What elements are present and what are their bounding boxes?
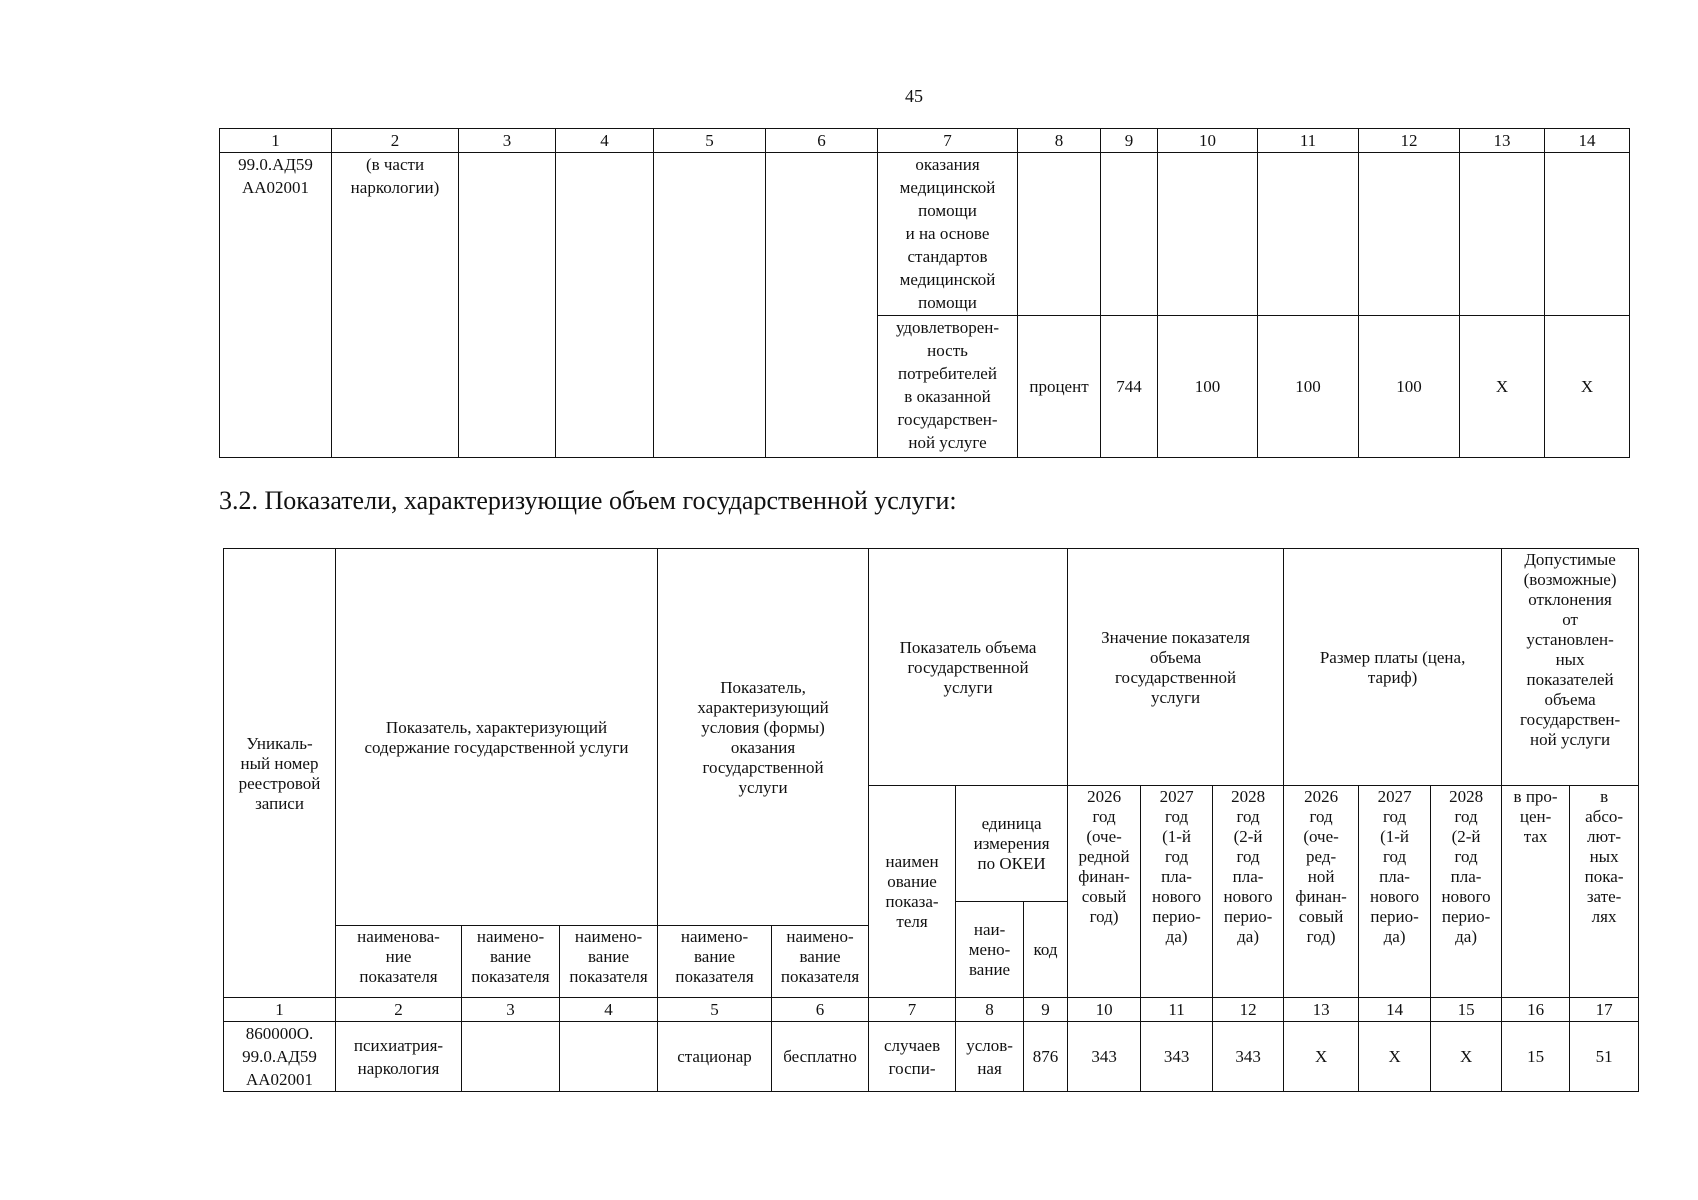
empty-cell bbox=[766, 153, 878, 458]
content-indicator: (в части наркологии) bbox=[332, 153, 459, 458]
table-cell: 15 bbox=[1502, 1022, 1570, 1092]
indicator-name: оказания медицинской помощи и на основе стандартов медицинской помощи bbox=[878, 153, 1018, 316]
value-2026: 100 bbox=[1158, 316, 1258, 458]
column-number: 4 bbox=[560, 998, 658, 1022]
registry-code: 99.0.АД59 АА02001 bbox=[220, 153, 332, 458]
column-number-row bbox=[220, 129, 1630, 153]
column-number: 8 bbox=[1018, 129, 1101, 153]
column-number-row bbox=[224, 998, 1639, 1022]
table-cell: Х bbox=[1284, 1022, 1359, 1092]
header-deviation-absolute: в абсо- лют- ных пока- зате- лях bbox=[1570, 786, 1639, 998]
table-cell: 876 bbox=[1024, 1022, 1068, 1092]
value-2028: 100 bbox=[1359, 316, 1460, 458]
empty-cell bbox=[1460, 153, 1545, 316]
column-number: 11 bbox=[1141, 998, 1213, 1022]
table-cell bbox=[462, 1022, 560, 1092]
column-number: 1 bbox=[220, 129, 332, 153]
header-okei-code: код bbox=[1024, 902, 1068, 998]
header-fee-group: Размер платы (цена, тариф) bbox=[1284, 549, 1502, 786]
header-fee-2026: 2026 год (оче- ред- ной финан- совый год) bbox=[1284, 786, 1359, 998]
header-volume-name: наимен ование показа- теля bbox=[869, 786, 956, 998]
column-number: 3 bbox=[462, 998, 560, 1022]
column-number: 12 bbox=[1359, 129, 1460, 153]
column-number: 6 bbox=[766, 129, 878, 153]
column-number: 7 bbox=[869, 998, 956, 1022]
table-cell: 343 bbox=[1068, 1022, 1141, 1092]
header-deviation-percent: в про- цен- тах bbox=[1502, 786, 1570, 998]
header-content-group: Показатель, характеризующий содержание государственной услуги bbox=[336, 549, 658, 926]
table-cell: 343 bbox=[1213, 1022, 1284, 1092]
column-number: 10 bbox=[1068, 998, 1141, 1022]
table-cell: 51 bbox=[1570, 1022, 1639, 1092]
empty-cell bbox=[1545, 153, 1630, 316]
value-2027: 100 bbox=[1258, 316, 1359, 458]
header-value-group: Значение показателя объема государственной услуги bbox=[1068, 549, 1284, 786]
column-number: 12 bbox=[1213, 998, 1284, 1022]
header-indicator-name: наимено- вание показателя bbox=[658, 926, 772, 998]
empty-cell bbox=[654, 153, 766, 458]
table-cell: 860000О. 99.0.АД59 АА02001 bbox=[224, 1022, 336, 1092]
header-value-2026: 2026 год (оче- редной финан- совый год) bbox=[1068, 786, 1141, 998]
column-number: 3 bbox=[459, 129, 556, 153]
table-cell: Х bbox=[1359, 1022, 1431, 1092]
empty-cell bbox=[1359, 153, 1460, 316]
section-title: 3.2. Показатели, характеризующие объем государственной услуги: bbox=[219, 486, 957, 515]
header-okei-name: наи- мено- вание bbox=[956, 902, 1024, 998]
empty-cell bbox=[1018, 153, 1101, 316]
column-number: 5 bbox=[658, 998, 772, 1022]
column-number: 16 bbox=[1502, 998, 1570, 1022]
table-cell: бесплатно bbox=[772, 1022, 869, 1092]
column-number: 13 bbox=[1284, 998, 1359, 1022]
column-number: 10 bbox=[1158, 129, 1258, 153]
column-number: 15 bbox=[1431, 998, 1502, 1022]
column-number: 2 bbox=[336, 998, 462, 1022]
deviation-percent: Х bbox=[1460, 316, 1545, 458]
column-number: 13 bbox=[1460, 129, 1545, 153]
empty-cell bbox=[1158, 153, 1258, 316]
empty-cell bbox=[459, 153, 556, 458]
column-number: 11 bbox=[1258, 129, 1359, 153]
unit-name: процент bbox=[1018, 316, 1101, 458]
table-cell: случаев госпи- bbox=[869, 1022, 956, 1092]
header-value-2027: 2027 год (1-й год пла- нового перио- да) bbox=[1141, 786, 1213, 998]
header-fee-2028: 2028 год (2-й год пла- нового перио- да) bbox=[1431, 786, 1502, 998]
column-number: 14 bbox=[1545, 129, 1630, 153]
table-cell: услов- ная bbox=[956, 1022, 1024, 1092]
column-number: 6 bbox=[772, 998, 869, 1022]
page-number: 45 bbox=[905, 86, 923, 106]
table-cell: 343 bbox=[1141, 1022, 1213, 1092]
header-indicator-name: наимено- вание показателя bbox=[560, 926, 658, 998]
deviation-absolute: Х bbox=[1545, 316, 1630, 458]
table-row bbox=[220, 153, 1630, 316]
table-cell: психиатрия- наркология bbox=[336, 1022, 462, 1092]
column-number: 17 bbox=[1570, 998, 1639, 1022]
empty-cell bbox=[556, 153, 654, 458]
volume-indicators-table bbox=[223, 548, 1639, 1092]
empty-cell bbox=[1258, 153, 1359, 316]
column-number: 4 bbox=[556, 129, 654, 153]
table-cell: стационар bbox=[658, 1022, 772, 1092]
column-number: 9 bbox=[1024, 998, 1068, 1022]
header-unique-number: Уникаль- ный номер реестровой записи bbox=[224, 549, 336, 998]
header-conditions-group: Показатель, характеризующий условия (формы) оказания государственной услуги bbox=[658, 549, 869, 926]
column-number: 8 bbox=[956, 998, 1024, 1022]
header-indicator-name: наименова- ние показателя bbox=[336, 926, 462, 998]
column-number: 5 bbox=[654, 129, 766, 153]
header-deviation-group: Допустимые (возможные) отклонения от установлен- ных показателей объема государствен- ной услуги bbox=[1502, 549, 1639, 786]
header-indicator-name: наимено- вание показателя bbox=[462, 926, 560, 998]
empty-cell bbox=[1101, 153, 1158, 316]
table-cell: Х bbox=[1431, 1022, 1502, 1092]
column-number: 1 bbox=[224, 998, 336, 1022]
header-okei-unit: единица измерения по ОКЕИ bbox=[956, 786, 1068, 902]
quality-indicators-table bbox=[219, 128, 1630, 458]
column-number: 7 bbox=[878, 129, 1018, 153]
indicator-name: удовлетворен- ность потребителей в оказанной государствен- ной услуге bbox=[878, 316, 1018, 458]
column-number: 14 bbox=[1359, 998, 1431, 1022]
header-volume-group: Показатель объема государственной услуги bbox=[869, 549, 1068, 786]
table-row bbox=[224, 1022, 1639, 1092]
header-value-2028: 2028 год (2-й год пла- нового перио- да) bbox=[1213, 786, 1284, 998]
unit-code: 744 bbox=[1101, 316, 1158, 458]
table-cell bbox=[560, 1022, 658, 1092]
column-number: 9 bbox=[1101, 129, 1158, 153]
header-indicator-name: наимено- вание показателя bbox=[772, 926, 869, 998]
header-fee-2027: 2027 год (1-й год пла- нового перио- да) bbox=[1359, 786, 1431, 998]
column-number: 2 bbox=[332, 129, 459, 153]
